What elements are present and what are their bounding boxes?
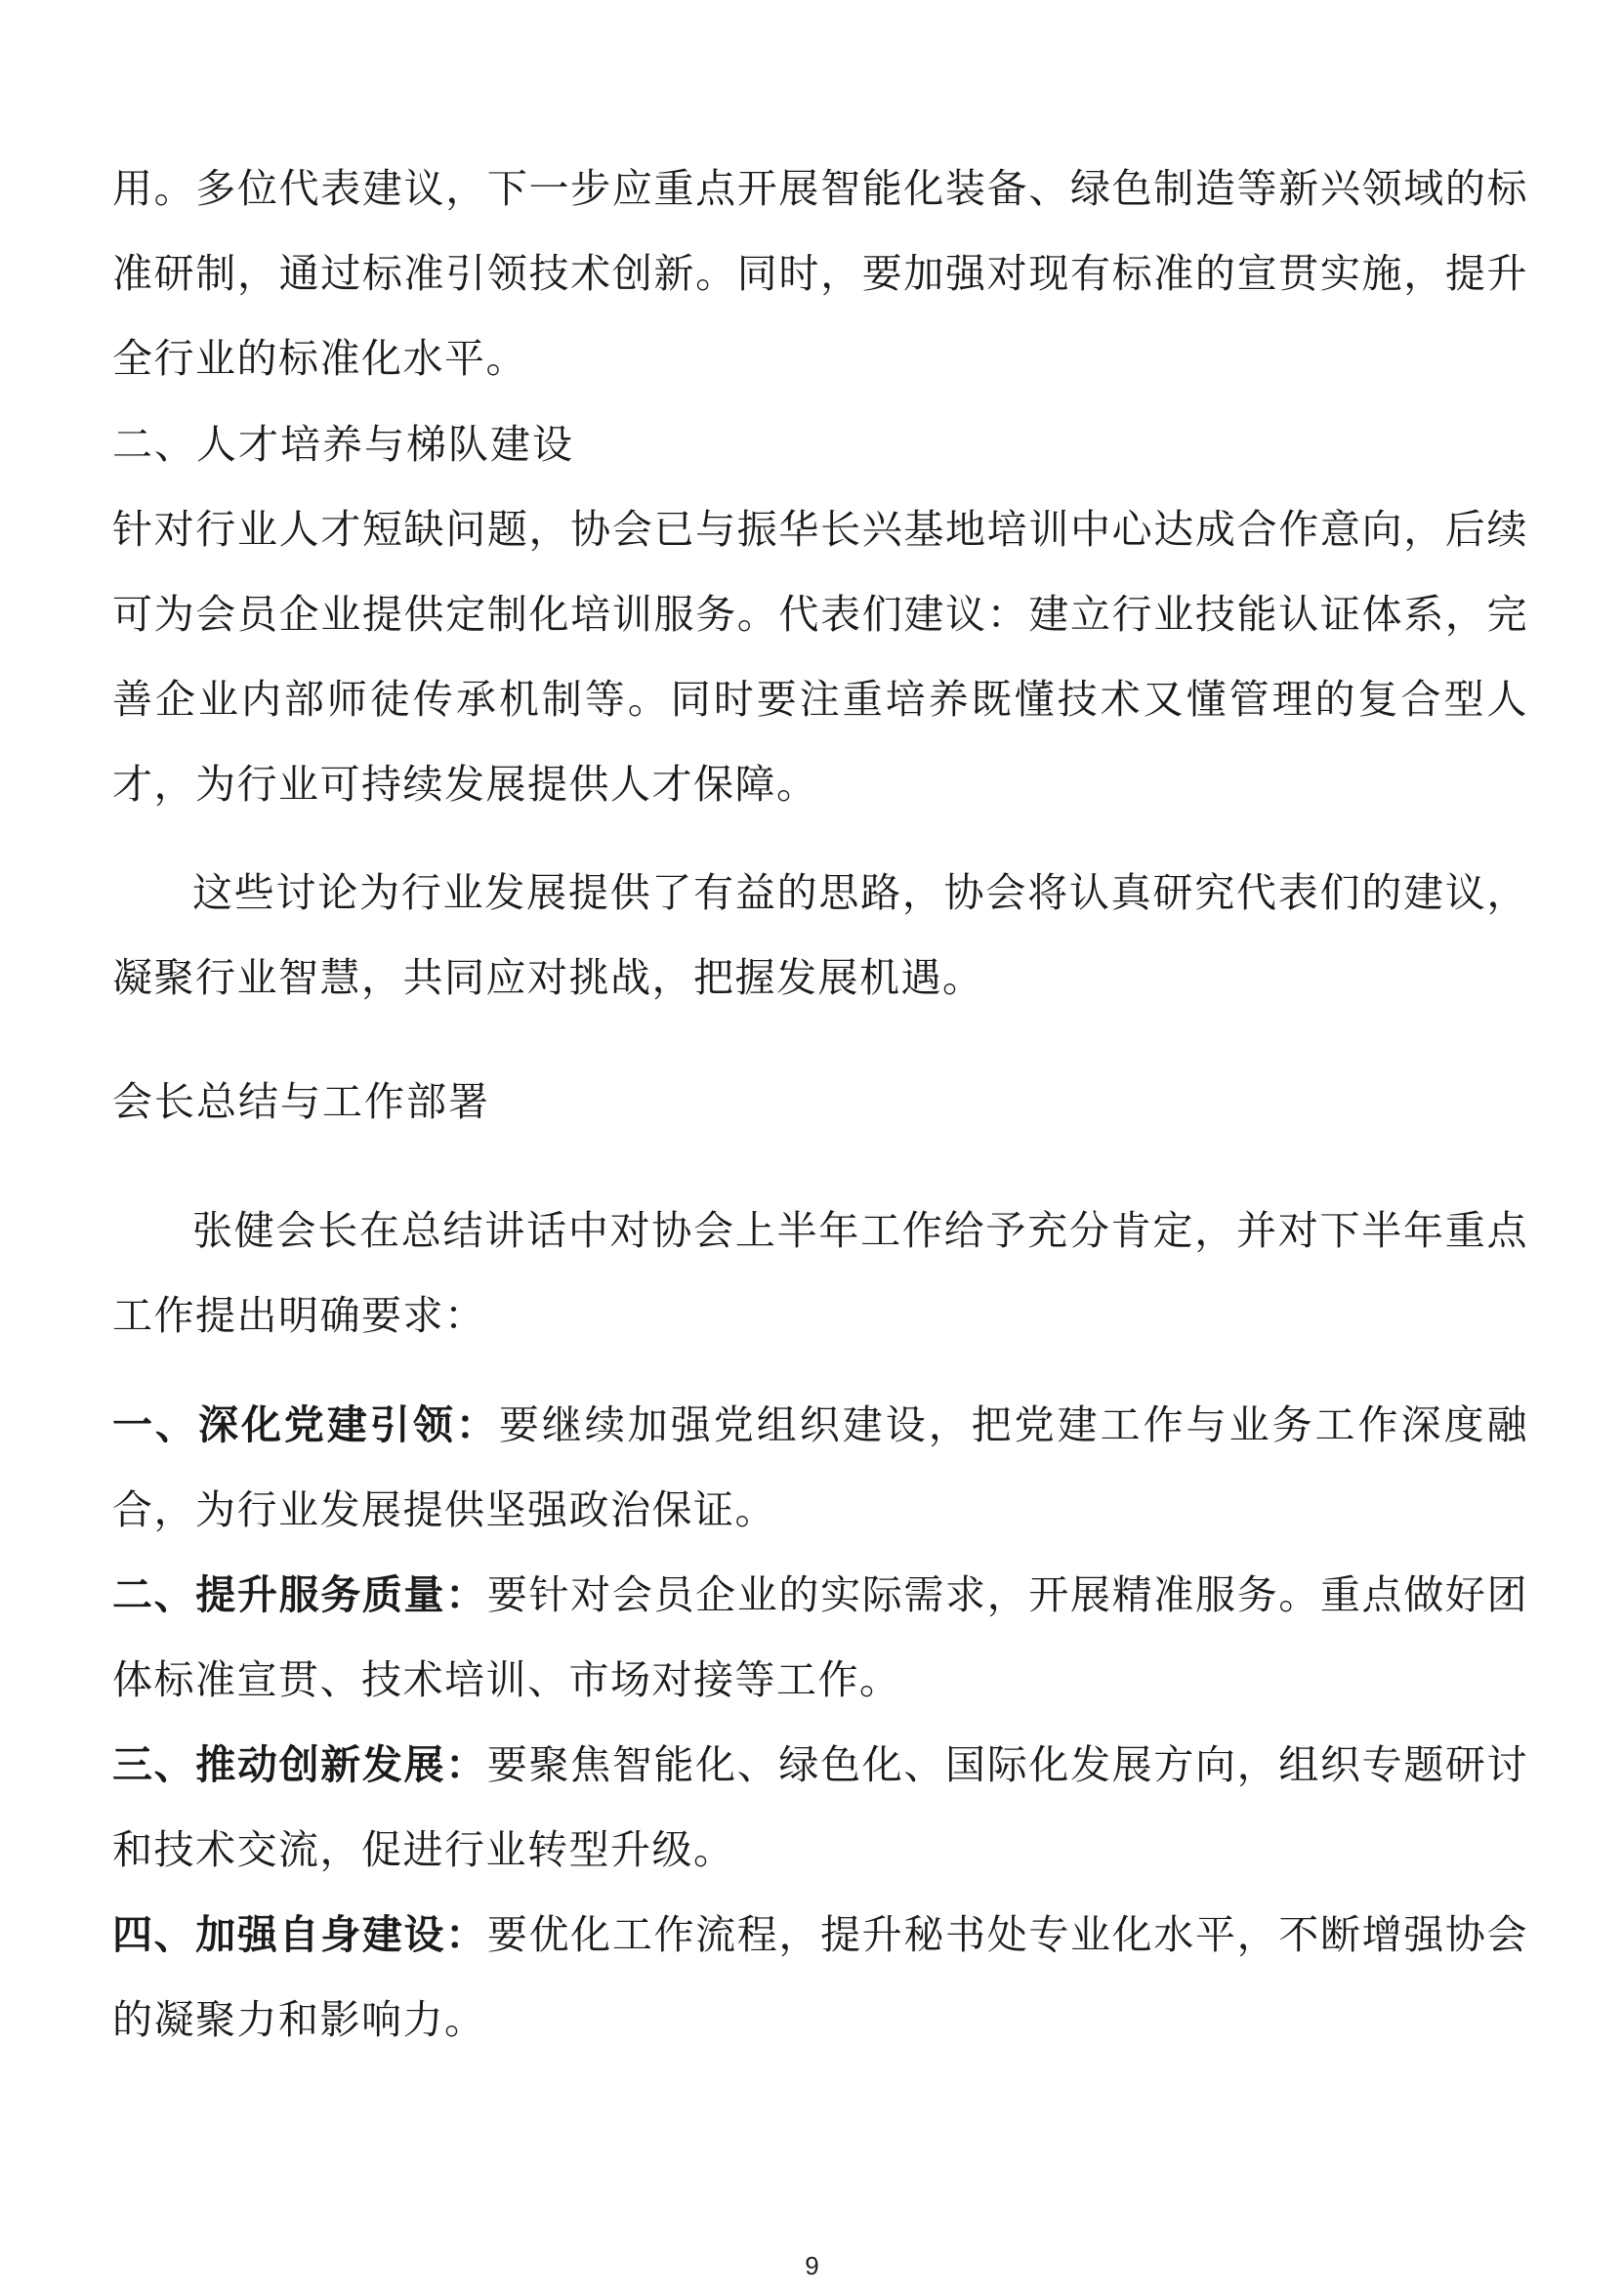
list-item-text: 要聚焦智能化、绿色化、国际化发展方向，组织专题研讨和技术交流，促进行业转型升级。 <box>112 1741 1529 1873</box>
list-item-text: 要继续加强党组织建设，把党建工作与业务工作深度融合，为行业发展提供坚强政治保证。 <box>112 1401 1528 1533</box>
page-number: 9 <box>805 2251 819 2280</box>
list-item-service-quality <box>112 1553 1528 1723</box>
section-title-president-summary: 会长总结与工作部署 <box>112 1078 490 1125</box>
paragraph-discussion-summary: 这些讨论为行业发展提供了有益的思路，协会将认真研究代表们的建议，凝聚行业智慧，共同应对挑战，把握发展机遇。 <box>112 869 1528 1001</box>
list-item-lead: 二、提升服务质量： <box>112 1571 487 1618</box>
paragraph-standards-continued: 用。多位代表建议，下一步应重点开展智能化装备、绿色制造等新兴领域的标准研制，通过标准引领技术创新。同时，要加强对现有标准的宣贯实施，提升全行业的标准化水平。 <box>112 165 1528 382</box>
list-item-text: 要优化工作流程，提升秘书处专业化水平，不断增强协会的凝聚力和影响力。 <box>112 1911 1529 2043</box>
list-item-text: 要针对会员企业的实际需求，开展精准服务。重点做好团体标准宣贯、技术培训、市场对接等工作。 <box>112 1571 1529 1703</box>
paragraph-president-intro: 张健会长在总结讲话中对协会上半年工作给予充分肯定，并对下半年重点工作提出明确要求： <box>112 1207 1528 1339</box>
list-item-innovation <box>112 1723 1528 1893</box>
list-item-self-building <box>112 1893 1528 2063</box>
subheading-talent-training: 二、人才培养与梯队建设 <box>112 421 574 468</box>
list-item-lead: 一、深化党建引领： <box>112 1401 499 1448</box>
list-item-lead: 四、加强自身建设： <box>112 1911 487 1958</box>
list-item-party-building <box>112 1383 1528 1553</box>
paragraph-talent-training: 针对行业人才短缺问题，协会已与振华长兴基地培训中心达成合作意向，后续可为会员企业提供定制化培训服务。代表们建议：建立行业技能认证体系，完善企业内部师徒传承机制等。同时要注重培养既懂技术又懂管理的复合型人才，为行业可持续发展提供人才保障。 <box>112 506 1528 808</box>
list-item-lead: 三、推动创新发展： <box>112 1741 487 1788</box>
